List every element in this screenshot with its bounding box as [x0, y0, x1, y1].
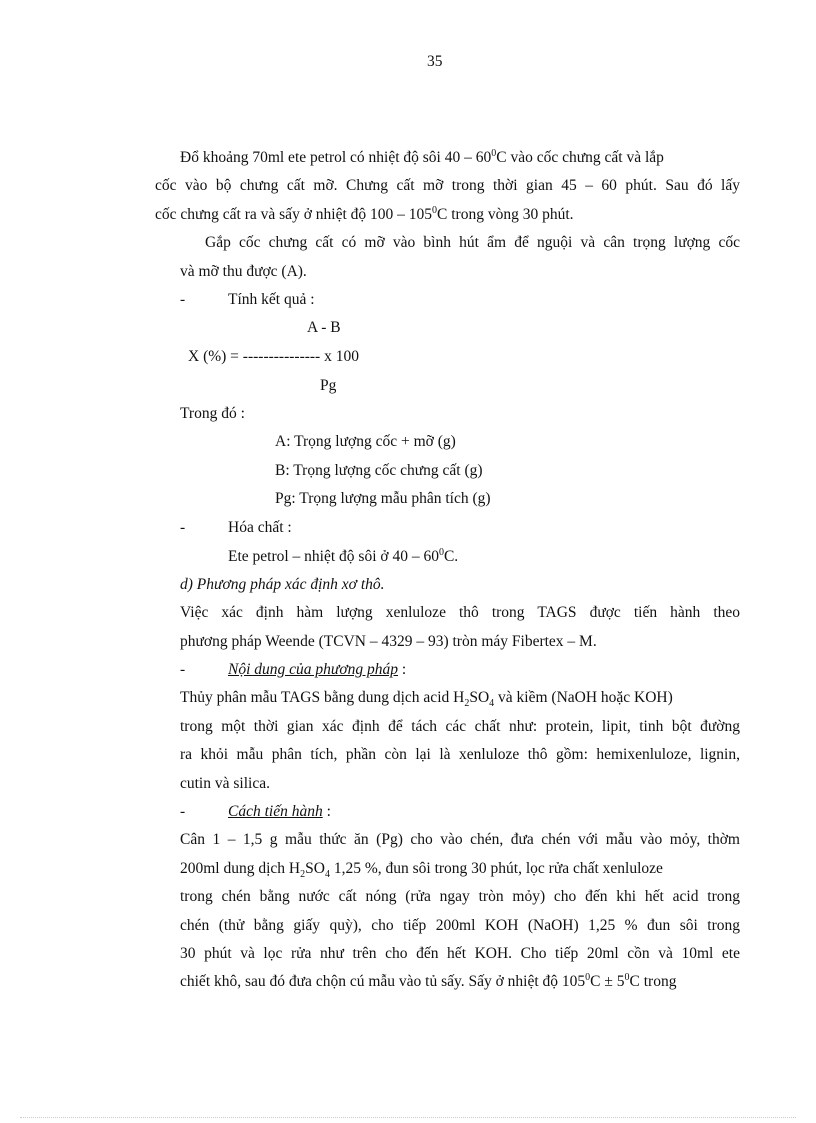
procedure-line5: 30 phút và lọc rửa như trên cho đến hết KOH. Cho tiếp 20ml cồn và 10ml ete — [180, 945, 740, 962]
fat-p1-line3: cốc chưng cất ra và sấy ở nhiệt độ $100 - 105^0C$ trong vòng 30 phút. — [155, 204, 574, 223]
fat-p2-line1: Gắp cốc chưng cất có mỡ vào bình hút ẩm để nguội và cân trọng lượng cốc — [205, 234, 740, 251]
where-label: Trong đó : — [180, 405, 245, 422]
list-dash: - — [180, 803, 186, 820]
fiber-intro-line1: Việc xác định hàm lượng xenluloze thô trong TAGS được tiến hành theo — [180, 604, 740, 621]
chem-label: Hóa chất : — [228, 519, 292, 536]
list-dash: - — [180, 519, 186, 536]
fiber-intro-line2: phương pháp Weende (TCVN – 4329 – 93) tròn máy Fibertex – M. — [180, 633, 597, 650]
page-bottom-rule — [20, 1117, 796, 1118]
fat-p1-line2: cốc vào bộ chưng cất mỡ. Chưng cất mỡ trong thời gian 45 – 60 phút. Sau đó lấy — [155, 177, 740, 194]
definition-pg: Pg: Trọng lượng mẫu phân tích (g) — [275, 490, 491, 507]
procedure-line3: trong chén bằng nước cất nóng (rửa ngay tròn mỏy) cho đến khi hết acid trong — [180, 888, 740, 905]
page-number: 35 — [427, 53, 443, 70]
procedure-line4: chén (thử bằng giấy quỳ), cho tiếp 200ml KOH (NaOH) 1,25 % đun sôi trong — [180, 917, 740, 934]
definition-a: A: Trọng lượng cốc + mỡ (g) — [275, 433, 456, 450]
fat-p1-line1: Đổ khoảng 70ml ete petrol có nhiệt độ sôi $40 - 60^0C$ vào cốc chưng cất và lắp — [180, 147, 664, 166]
content-line1: Thủy phân mẫu TAGS bằng dung dịch acid $H_2SO_4$ và kiềm (NaOH hoặc KOH) — [180, 689, 673, 710]
procedure-label: Cách tiến hành : — [228, 803, 331, 820]
list-dash: - — [180, 291, 186, 308]
formula-denominator: Pg — [320, 377, 337, 394]
procedure-line1: Cân 1 – 1,5 g mẫu thức ăn (Pg) cho vào chén, đưa chén với mẫu vào mỏy, thờm — [180, 831, 740, 848]
formula-line: X (%) = --------------- x 100 — [188, 348, 359, 365]
content-line3: ra khỏi mẫu phân tích, phần còn lại là xenluloze thô gồm: hemixenluloze, lignin, — [180, 746, 740, 763]
formula-numerator: A - B — [307, 319, 341, 336]
list-dash: - — [180, 661, 186, 678]
calc-label: Tính kết quả : — [228, 291, 315, 308]
procedure-line2: 200ml dung dịch $H_2SO_4$ 1,25 %, đun sôi trong 30 phút, lọc rửa chất xenluloze — [180, 860, 663, 881]
section-heading: d) Phương pháp xác định xơ thô. — [180, 576, 385, 593]
definition-b: B: Trọng lượng cốc chưng cất (g) — [275, 462, 483, 479]
content-label: Nội dung của phương pháp : — [228, 661, 407, 678]
fat-p2-line2: và mỡ thu được (A). — [180, 263, 307, 280]
chem-item: Ete petrol – nhiệt độ sôi ở $40 - 60^0C$. — [228, 546, 459, 565]
content-line4: cutin và silica. — [180, 775, 270, 792]
content-line2: trong một thời gian xác định để tách các chất như: protein, lipit, tinh bột đường — [180, 718, 740, 735]
procedure-line6: chiết khô, sau đó đưa chộn cú mẫu vào tủ sấy. Sấy ở nhiệt độ $105^0C \pm 5^0C$ trong — [180, 971, 677, 990]
